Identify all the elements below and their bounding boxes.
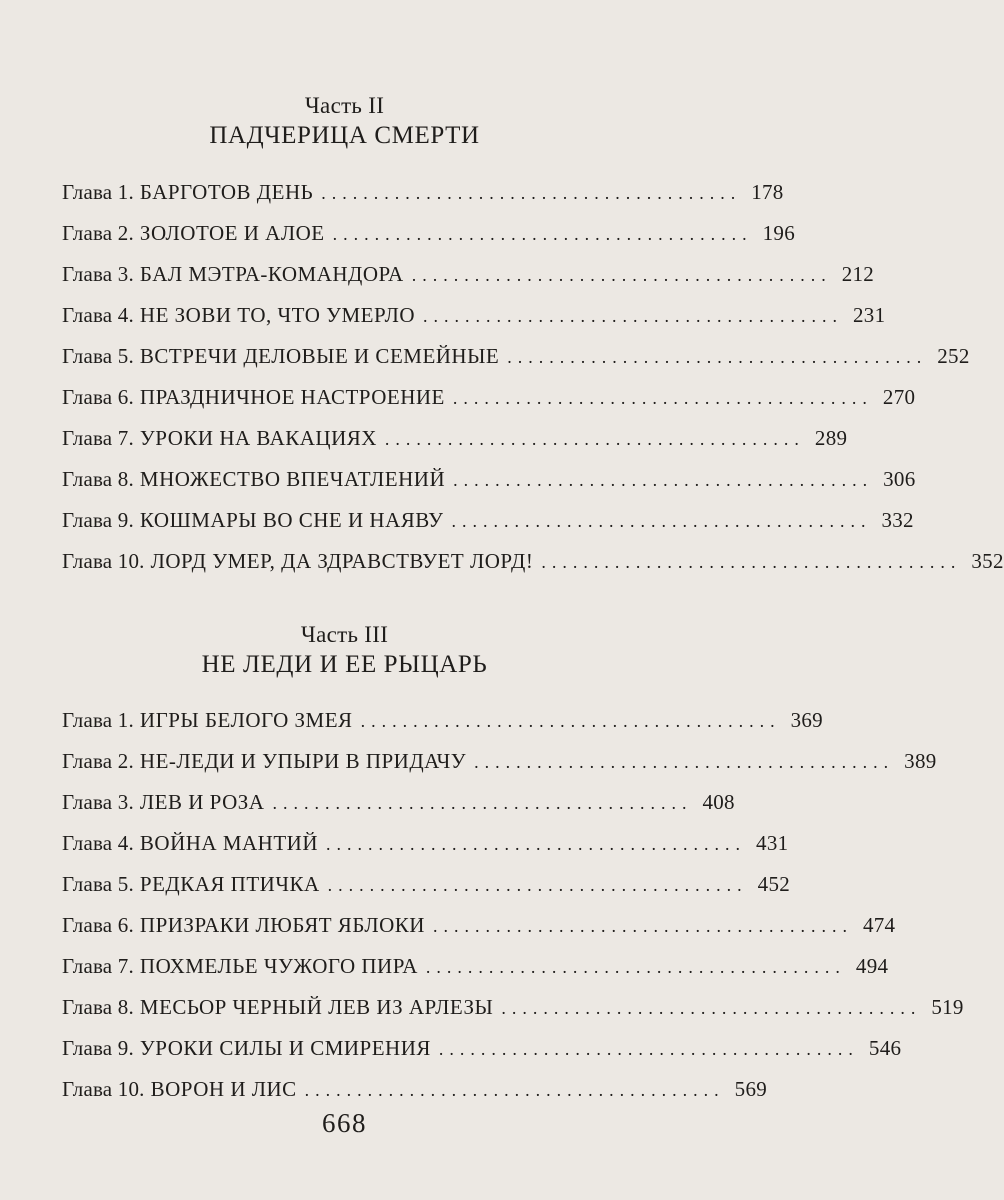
chapter-page-number: 289 — [814, 426, 848, 450]
toc-entry — [62, 541, 1004, 582]
dot-leader: ........................................ — [411, 265, 832, 285]
chapter-page-number: 352 — [971, 549, 1004, 573]
chapter-label: Глава 7. — [62, 426, 134, 450]
chapter-title: МЕСЬОР ЧЕРНЫЙ ЛЕВ ИЗ АРЛЕЗЫ — [139, 995, 494, 1019]
toc-entry — [62, 741, 937, 782]
dot-leader: ........................................ — [438, 1039, 859, 1059]
chapter-title: КОШМАРЫ ВО СНЕ И НАЯВУ — [139, 508, 444, 532]
chapter-page-number: 252 — [937, 344, 970, 368]
part-3-number: Часть III — [300, 622, 389, 647]
toc-entry — [62, 823, 789, 864]
chapter-page-number: 474 — [862, 913, 896, 937]
chapter-page-number: 546 — [868, 1036, 902, 1060]
chapter-label: Глава 4. — [62, 303, 134, 327]
chapter-label: Глава 4. — [62, 831, 134, 855]
chapter-label: Глава 3. — [62, 262, 134, 286]
toc-entry — [62, 987, 964, 1028]
chapter-title: УРОКИ СИЛЫ И СМИРЕНИЯ — [139, 1036, 431, 1060]
chapter-label: Глава 10. — [62, 549, 145, 573]
chapter-title: ЛЕВ И РОЗА — [139, 790, 265, 814]
chapter-label: Глава 2. — [62, 221, 134, 245]
chapter-title: БАРГОТОВ ДЕНЬ — [139, 180, 314, 204]
toc-entry — [62, 1069, 768, 1110]
dot-leader: ........................................ — [451, 511, 872, 531]
part-2-number: Часть II — [304, 93, 385, 118]
chapter-page-number: 270 — [882, 385, 916, 409]
chapter-label: Глава 7. — [62, 954, 134, 978]
part-3-title: НЕ ЛЕДИ И ЕЕ РЫЦАРЬ — [201, 651, 488, 678]
chapter-label: Глава 6. — [62, 913, 134, 937]
chapter-title: ПРИЗРАКИ ЛЮБЯТ ЯБЛОКИ — [139, 913, 425, 937]
part-2-chapter-list — [62, 172, 1004, 582]
chapter-label: Глава 9. — [62, 1036, 134, 1060]
toc-entry — [62, 418, 848, 459]
chapter-label: Глава 9. — [62, 508, 134, 532]
chapter-title: РЕДКАЯ ПТИЧКА — [139, 872, 320, 896]
chapter-page-number: 389 — [904, 749, 937, 773]
chapter-page-number: 332 — [881, 508, 914, 532]
chapter-label: Глава 8. — [62, 995, 134, 1019]
dot-leader: ........................................ — [422, 306, 843, 326]
toc-entry — [62, 459, 916, 500]
part-2-heading — [0, 92, 689, 152]
chapter-title: УРОКИ НА ВАКАЦИЯХ — [139, 426, 377, 450]
dot-leader: ........................................ — [321, 183, 742, 203]
toc-entry — [62, 700, 823, 741]
dot-leader: ........................................ — [360, 711, 781, 731]
toc-entry — [62, 500, 914, 541]
chapter-label: Глава 3. — [62, 790, 134, 814]
dot-leader: ........................................ — [541, 552, 962, 572]
dot-leader: ........................................ — [332, 224, 753, 244]
toc-entry — [62, 864, 791, 905]
toc-entry — [62, 1028, 902, 1069]
toc-entry — [62, 336, 970, 377]
chapter-page-number: 369 — [790, 708, 823, 732]
chapter-title: НЕ ЗОВИ ТО, ЧТО УМЕРЛО — [139, 303, 415, 327]
toc-entry — [62, 172, 784, 213]
chapter-title: НЕ-ЛЕДИ И УПЫРИ В ПРИДАЧУ — [139, 749, 467, 773]
chapter-label: Глава 1. — [62, 180, 134, 204]
chapter-label: Глава 10. — [62, 1077, 145, 1101]
chapter-page-number: 306 — [883, 467, 916, 491]
dot-leader: ........................................ — [474, 752, 895, 772]
chapter-page-number: 452 — [757, 872, 791, 896]
dot-leader: ........................................ — [425, 957, 846, 977]
chapter-page-number: 212 — [841, 262, 875, 286]
dot-leader: ........................................ — [304, 1080, 725, 1100]
chapter-label: Глава 2. — [62, 749, 134, 773]
chapter-page-number: 494 — [855, 954, 889, 978]
dot-leader: ........................................ — [432, 916, 853, 936]
dot-leader: ........................................ — [272, 793, 693, 813]
part-2-title: ПАДЧЕРИЦА СМЕРТИ — [209, 122, 480, 149]
dot-leader: ........................................ — [507, 347, 928, 367]
chapter-page-number: 408 — [702, 790, 735, 814]
chapter-title: БАЛ МЭТРА-КОМАНДОРА — [139, 262, 404, 286]
chapter-title: ПРАЗДНИЧНОЕ НАСТРОЕНИЕ — [139, 385, 445, 409]
chapter-label: Глава 1. — [62, 708, 134, 732]
toc-entry — [62, 377, 916, 418]
dot-leader: ........................................ — [452, 388, 873, 408]
chapter-label: Глава 6. — [62, 385, 134, 409]
dot-leader: ........................................ — [453, 470, 874, 490]
chapter-label: Глава 8. — [62, 467, 134, 491]
toc-entry — [62, 905, 896, 946]
toc-entry — [62, 254, 875, 295]
part-3-heading — [0, 621, 689, 681]
chapter-label: Глава 5. — [62, 344, 134, 368]
dot-leader: ........................................ — [327, 875, 748, 895]
dot-leader: ........................................ — [326, 834, 747, 854]
chapter-title: ВОЙНА МАНТИЙ — [139, 831, 319, 855]
toc-entry — [62, 213, 795, 254]
chapter-page-number: 231 — [852, 303, 886, 327]
page-number: 668 — [322, 1108, 367, 1138]
chapter-page-number: 196 — [762, 221, 795, 245]
chapter-page-number: 519 — [931, 995, 964, 1019]
part-3-chapter-list — [62, 700, 964, 1110]
chapter-title: ВСТРЕЧИ ДЕЛОВЫЕ И СЕМЕЙНЫЕ — [139, 344, 500, 368]
chapter-title: ПОХМЕЛЬЕ ЧУЖОГО ПИРА — [139, 954, 418, 978]
toc-entry — [62, 946, 889, 987]
dot-leader: ........................................ — [384, 429, 805, 449]
chapter-title: ВОРОН И ЛИС — [150, 1077, 297, 1101]
toc-entry — [62, 782, 735, 823]
chapter-page-number: 569 — [734, 1077, 768, 1101]
chapter-page-number: 178 — [751, 180, 784, 204]
toc-entry — [62, 295, 886, 336]
chapter-title: ЛОРД УМЕР, ДА ЗДРАВСТВУЕТ ЛОРД! — [150, 549, 534, 573]
chapter-label: Глава 5. — [62, 872, 134, 896]
dot-leader: ........................................ — [501, 998, 922, 1018]
chapter-title: МНОЖЕСТВО ВПЕЧАТЛЕНИЙ — [139, 467, 446, 491]
chapter-title: ИГРЫ БЕЛОГО ЗМЕЯ — [139, 708, 353, 732]
chapter-title: ЗОЛОТОЕ И АЛОЕ — [139, 221, 325, 245]
chapter-page-number: 431 — [756, 831, 789, 855]
